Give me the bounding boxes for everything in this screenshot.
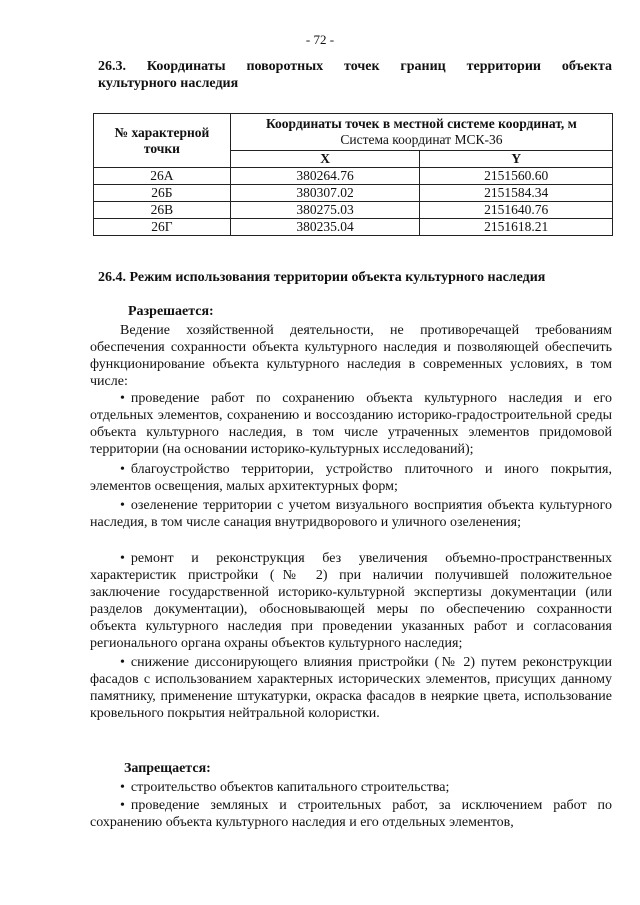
- title-word: 26.3.: [98, 59, 126, 74]
- title-word: поворотных: [246, 59, 324, 74]
- section-26-3-title-line1: [98, 58, 612, 75]
- table-row: [94, 168, 613, 185]
- title-word: Координаты: [146, 59, 226, 74]
- title-word: объекта: [561, 59, 612, 74]
- allowed-item: • снижение диссонирующего влияния пристройки (№ 2) путем реконструкции фасадов с использованием характерных исторических элементов, присущих данному памятнику, применение штукатурки, окраска фасадов в неяркие цвета, использование кровельного покрытия нейтральной колористки.: [90, 654, 612, 722]
- table-row: [94, 202, 613, 219]
- header-coordinate-system: Система координат МСК-36: [340, 132, 503, 147]
- cell-point: 26Г: [94, 219, 231, 236]
- section-26-3-title: [98, 58, 612, 92]
- header-coordinates-title: Координаты точек в местной системе координат, м: [265, 116, 577, 131]
- section-26-3-title-line2: культурного наследия: [98, 76, 239, 91]
- header-coordinates: [230, 114, 612, 151]
- cell-y: 2151560.60: [420, 168, 613, 185]
- allowed-intro: Ведение хозяйственной деятельности, не противоречащей требованиям обеспечения сохранности объекта культурного наследия и позволяющей обеспечить функционирование объекта культурного наследия в современных условиях, в том числе:: [90, 323, 612, 389]
- page-number: - 72 -: [305, 32, 335, 47]
- cell-x: 380307.02: [230, 185, 420, 202]
- allowed-item: • ремонт и реконструкция без увеличения объемно-пространственных характеристик пристройки (№ 2) при наличии получившей положительное заключение государственной историко-культурной экспертизы документации (или разделов документации), обосновывающей меры по обеспечению сохранности объекта культурного наследия при проведении указанных работ и согласования регионального органа охраны объектов культурного наследия;: [90, 550, 612, 652]
- forbidden-item: • строительство объектов капитального строительства;: [90, 779, 612, 796]
- allowed-item: • озеленение территории с учетом визуального восприятия объекта культурного наследия, в том числе санация внутридворового и уличного озеленения;: [90, 497, 612, 531]
- cell-y: 2151640.76: [420, 202, 613, 219]
- header-y: Y: [420, 151, 613, 168]
- cell-y: 2151618.21: [420, 219, 613, 236]
- cell-x: 380264.76: [230, 168, 420, 185]
- table-row: [94, 219, 613, 236]
- cell-x: 380275.03: [230, 202, 420, 219]
- title-word: территории: [466, 59, 541, 74]
- table-row: [94, 185, 613, 202]
- title-word: границ: [400, 59, 446, 74]
- title-word: точек: [344, 59, 380, 74]
- cell-point: 26Б: [94, 185, 231, 202]
- forbidden-item: • проведение земляных и строительных работ, за исключением работ по сохранению объекта культурного наследия и его отдельных элементов,: [90, 797, 612, 831]
- cell-y: 2151584.34: [420, 185, 613, 202]
- forbidden-heading: Запрещается:: [124, 761, 211, 776]
- allowed-heading: Разрешается:: [128, 304, 214, 319]
- allowed-item: • благоустройство территории, устройство плиточного и иного покрытия, элементов освещения, малых архитектурных форм;: [90, 461, 612, 495]
- coordinates-table: [93, 113, 613, 236]
- section-26-4-title: 26.4. Режим использования территории объекта культурного наследия: [98, 270, 546, 285]
- allowed-item: • проведение работ по сохранению объекта культурного наследия и его отдельных элементов, сохранению и воссозданию историко-градостроительной среды объекта культурного наследия, в том числе утраченных элементов придомовой территории (на основании историко-культурных исследований);: [90, 390, 612, 458]
- header-point-number: № характерной точки: [94, 114, 231, 168]
- header-x: X: [230, 151, 420, 168]
- cell-point: 26В: [94, 202, 231, 219]
- cell-point: 26А: [94, 168, 231, 185]
- cell-x: 380235.04: [230, 219, 420, 236]
